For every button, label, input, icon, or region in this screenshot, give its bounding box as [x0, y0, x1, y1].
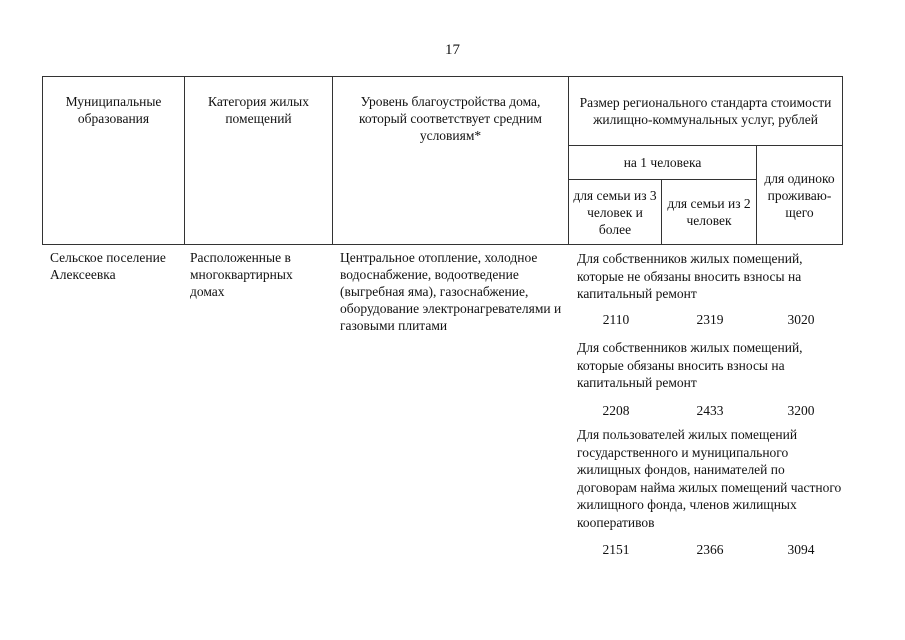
block-1-single-value: 3020	[787, 312, 815, 327]
header-family3	[568, 179, 662, 245]
header-standard-size	[568, 76, 843, 146]
block-3-single-value: 3094	[787, 542, 815, 557]
header-municipalities	[42, 76, 185, 245]
header-municipalities-label: Муниципальные образования	[65, 94, 162, 126]
block-2-single-value: 3200	[787, 403, 815, 418]
page-number: 17	[445, 42, 460, 58]
header-standard-size-label: Размер регионального стандарта стоимости жилищно-коммунальных услуг, рублей	[579, 95, 832, 127]
row-amenities: Центральное отопление, холодное водоснабжение, водоотведение (выгребная яма), газоснабжение, оборудование электронагревателями и газовыми плитами	[340, 250, 562, 333]
header-amenities-label: Уровень благоустройства дома, который соответствует средним условиям*	[359, 94, 542, 143]
row-category: Расположенные в многоквартирных домах	[190, 250, 293, 299]
row-municipality: Сельское поселение Алексеевка	[50, 250, 166, 282]
block-3-family2-value: 2366	[696, 542, 724, 557]
header-single	[756, 145, 843, 245]
header-per-person	[568, 145, 757, 180]
block-2-text: Для собственников жилых помещений, которые обязаны вносить взносы на капитальный ремонт	[577, 340, 803, 390]
block-2-family2-value: 2433	[696, 403, 724, 418]
block-3-family3-value: 2151	[602, 542, 630, 557]
block-2-family3-value: 2208	[602, 403, 630, 418]
block-1-family3-value: 2110	[602, 312, 630, 327]
block-3-text: Для пользователей жилых помещений государственного и муниципального жилищных фондов, нанимателей по договорам найма жилых помещений частного жилищного фонда, членов жилищных кооперативов	[577, 427, 842, 530]
header-category-label: Категория жилых помещений	[208, 94, 309, 126]
block-1-family2-value: 2319	[696, 312, 724, 327]
header-family3-label: для семьи из 3 человек и более	[573, 187, 657, 237]
header-per-person-label: на 1 человека	[623, 155, 702, 170]
block-1-text: Для собственников жилых помещений, которые не обязаны вносить взносы на капитальный ремонт	[577, 251, 803, 301]
header-family2-label: для семьи из 2 человек	[667, 196, 751, 228]
header-family2	[661, 179, 757, 245]
header-amenities	[332, 76, 569, 245]
header-single-label: для одиноко проживаю-щего	[764, 170, 835, 220]
header-category	[184, 76, 333, 245]
